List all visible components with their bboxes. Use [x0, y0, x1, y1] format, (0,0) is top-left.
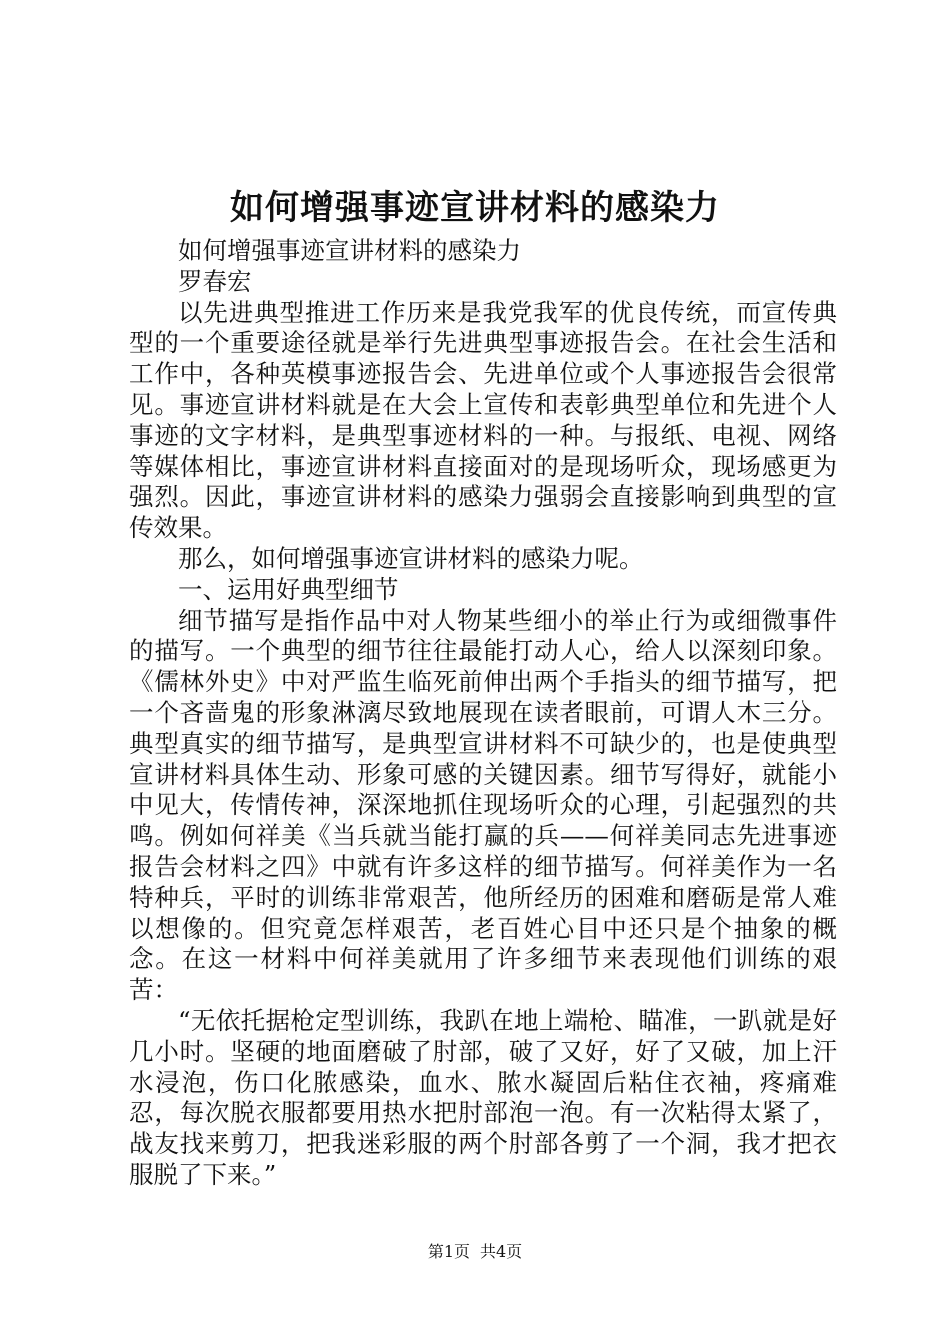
quote-paragraph: “无依托据枪定型训练，我趴在地上端枪、瞄准，一趴就是好几小时。坚硬的地面磨破了肘部，破了又好，好了又破，加上汗水浸泡，伤口化脓感染，血水、脓水凝固后粘住衣袖，疼痛难忍，每次脱衣服都要用热水把肘部泡一泡。有一次粘得太紧了，战友找来剪刀，把我迷彩服的两个肘部各剪了一个洞，我才把衣服脱了下来。”	[129, 1005, 837, 1189]
author-paragraph: 罗春宏	[178, 266, 252, 296]
body-paragraph: 以先进典型推进工作历来是我党我军的优良传统，而宣传典型的一个重要途径就是举行先进典型事迹报告会。在社会生活和工作中，各种英模事迹报告会、先进单位或个人事迹报告会很常见。事迹宣讲材料就是在大会上宣传和表彰典型单位和先进个人事迹的文字材料，是典型事迹材料的一种。与报纸、电视、网络等媒体相比，事迹宣讲材料直接面对的是现场听众，现场感更为强烈。因此，事迹宣讲材料的感染力强弱会直接影响到典型的宣传效果。	[129, 297, 837, 543]
document-body	[129, 236, 837, 1191]
body-paragraph: 那么，如何增强事迹宣讲材料的感染力呢。	[178, 543, 644, 573]
body-paragraph: 细节描写是指作品中对人物某些细小的举止行为或细微事件的描写。一个典型的细节往往最能打动人心，给人以深刻印象。《儒林外史》中对严监生临死前伸出两个手指头的细节描写，把一个吝啬鬼的形象淋漓尽致地展现在读者眼前，可谓人木三分。典型真实的细节描写，是典型宣讲材料不可缺少的，也是使典型宣讲材料具体生动、形象可感的关键因素。细节写得好，就能小中见大，传情传神，深深地抓住现场听众的心理，引起强烈的共鸣。例如何祥美《当兵就当能打赢的兵——何祥美同志先进事迹报告会材料之四》中就有许多这样的细节描写。何祥美作为一名特种兵，平时的训练非常艰苦，他所经历的困难和磨砺是常人难以想像的。但究竟怎样艰苦，老百姓心目中还只是个抽象的概念。在这一材料中何祥美就用了许多细节来表现他们训练的艰苦：	[129, 605, 837, 1005]
page-total: 共4页	[480, 1242, 523, 1261]
page-number: 第1页	[427, 1242, 470, 1261]
subtitle-paragraph: 如何增强事迹宣讲材料的感染力	[178, 236, 521, 265]
page-footer	[0, 1240, 950, 1264]
document-title: 如何增强事迹宣讲材料的感染力	[230, 188, 720, 228]
section-heading: 一、运用好典型细节	[178, 574, 399, 604]
